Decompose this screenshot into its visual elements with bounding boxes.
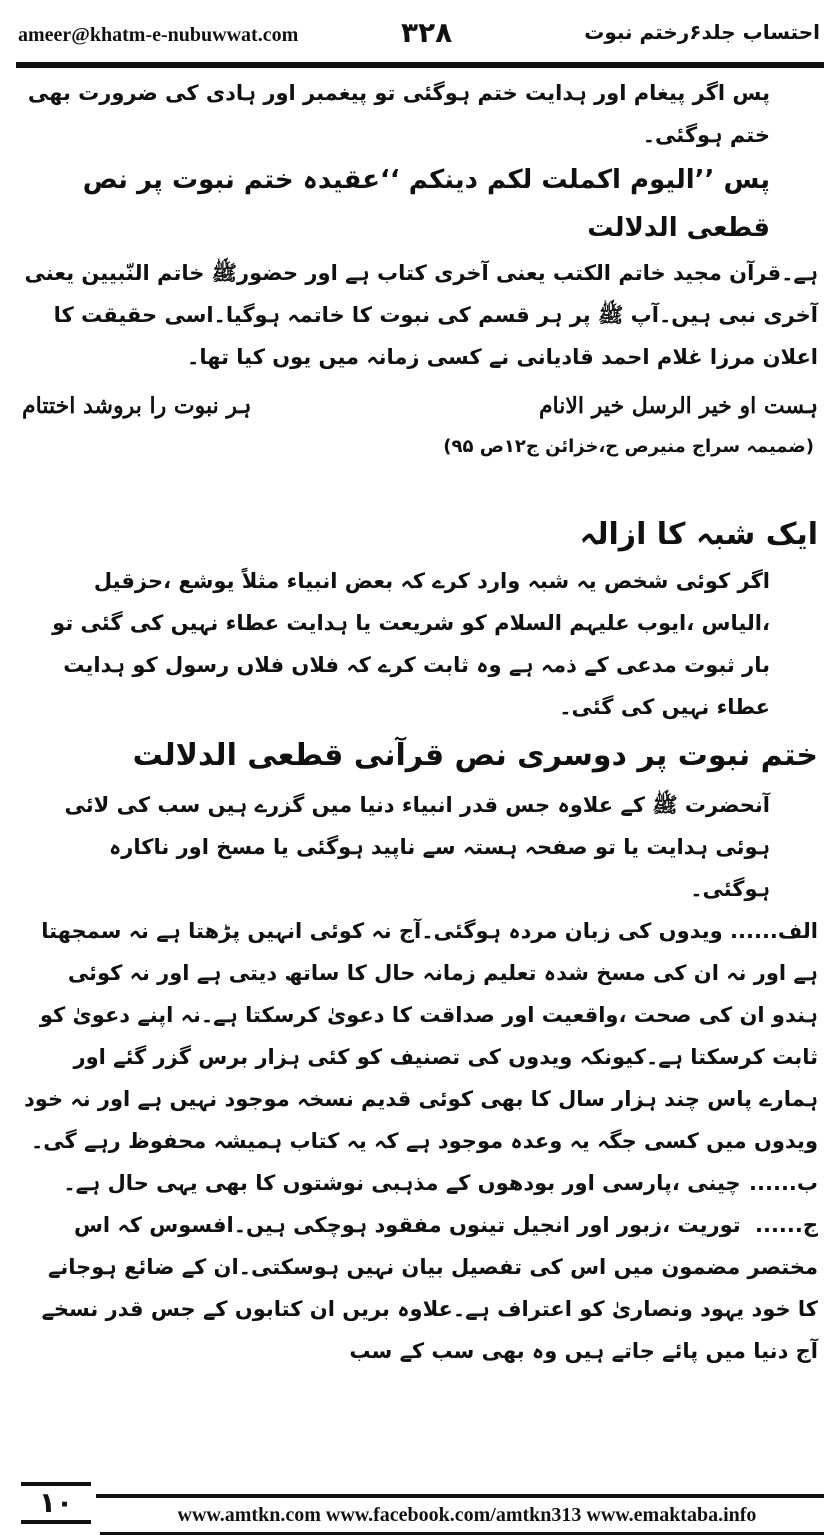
paragraph: آنحضرت ﷺ کے علاوہ جس قدر انبیاء دنیا میں گزرے ہیں سب کی لائی ہوئی ہدایت یا تو صفحہ ہستہ سے ناپید ہوگئی یا مسخ اور ناکارہ ہوگئی۔	[64, 793, 770, 901]
persian-couplet	[22, 384, 818, 428]
list-item	[22, 1162, 818, 1204]
item-text: توریت ،زبور اور انجیل تینوں مفقود ہوچکی ہیں۔افسوس کہ اس مختصر مضمون میں اس کی تفصیل بیان نہیں ہوسکتی۔ان کے ضائع ہوجانے کا خود یہود ونصاریٰ کو اعتراف ہے۔علاوہ بریں ان کتابوں کے جس قدر نسخے آج دنیا میں پائے جاتے ہیں وہ بھی سب کے سب	[41, 1213, 818, 1363]
list-item	[22, 910, 818, 1162]
citation: (ضمیمہ سراج منیرص ح،خزائن ج۱۲ص ۹۵)	[443, 436, 814, 457]
item-label: ج......	[755, 1213, 818, 1237]
header-email: ameer@khatm-e-nubuwwat.com	[18, 24, 299, 46]
item-label: الف......	[730, 919, 818, 943]
book-title: احتساب جلد۶رختم نبوت	[584, 20, 820, 44]
section-heading: ایک شبہ کا ازالہ	[579, 517, 818, 552]
item-text: چینی ،پارسی اور بودھوں کے مذہبی نوشتوں کا بھی یہی حال ہے۔	[63, 1171, 741, 1195]
list-item	[22, 1204, 818, 1372]
couplet-first-line: ہست او خیر الرسل خیر الانام	[538, 393, 818, 419]
page-number: ۳۲۸	[401, 16, 453, 49]
couplet-second-line: ہر نبوت را بروشد اختتام	[22, 393, 252, 419]
paragraph-emphasis: پس ’’الیوم اکملت لکم دینکم ‘‘عقیدہ ختم نبوت پر نص قطعی الدلالت	[82, 165, 770, 243]
paragraph: پس اگر پیغام اور ہدایت ختم ہوگئی تو پیغمبر اور ہادی کی ضرورت بھی ختم ہوگئی۔	[27, 81, 770, 147]
paragraph: اگر کوئی شخص یہ شبہ وارد کرے کہ بعض انبیاء مثلاً یوشع ،حزقیل ،الیاس ،ایوب علیہم السلام کو شریعت یا ہدایت عطاء نہیں کی گئی تو بار ثبوت مدعی کے ذمہ ہے وہ ثابت کرے کہ فلاں فلاں رسول کو ہدایت عطاء نہیں کی گئی۔	[52, 569, 770, 719]
header-rule	[16, 62, 824, 68]
spacer	[22, 466, 818, 506]
section-heading: ختم نبوت پر دوسری نص قرآنی قطعی الدلالت	[132, 738, 818, 773]
footer-urls: www.amtkn.com www.facebook.com/amtkn313 www.emaktaba.info	[177, 1504, 757, 1526]
item-text: ویدوں کی زبان مردہ ہوگئی۔آج نہ کوئی انہیں پڑھتا ہے نہ سمجھتا ہے اور نہ ان کی مسخ شدہ تعلیم زمانہ حال کا ساتھ دیتی ہے اور نہ کوئی ہندو ان کی صحت ،واقعیت اور صداقت کا دعویٰ کرسکتا ہے۔نہ اپنے دعویٰ کو ثابت کرسکتا ہے۔کیونکہ ویدوں کی تصنیف کو کئی ہزار برس گزر گئے اور ہمارے پاس چند ہزار سال کا بھی کوئی قدیم نسخہ موجود نہیں ہے اور نہ خود ویدوں میں کسی جگہ یہ وعدہ موجود ہے کہ یہ کتاب ہمیشہ محفوظ رہے گی۔	[24, 919, 818, 1153]
footer-rule-bottom	[100, 1532, 824, 1535]
book-page-box	[16, 1480, 96, 1526]
item-label: ب......	[749, 1171, 818, 1195]
page-body	[22, 72, 818, 1372]
footer-rule	[16, 1494, 824, 1498]
page-header	[16, 14, 824, 58]
book-page-number: ۱۰	[21, 1482, 91, 1524]
paragraph: ہے۔قرآن مجید خاتم الکتب یعنی آخری کتاب ہے اور حضورﷺ خاتم النّبیین یعنی آخری نبی ہیں۔آپ ﷺ پر ہر قسم کی نبوت کا خاتمہ ہوگیا۔اسی حقیقت کا اعلان مرزا غلام احمد قادیانی نے کسی زمانہ میں یوں کیا تھا۔	[24, 261, 818, 369]
